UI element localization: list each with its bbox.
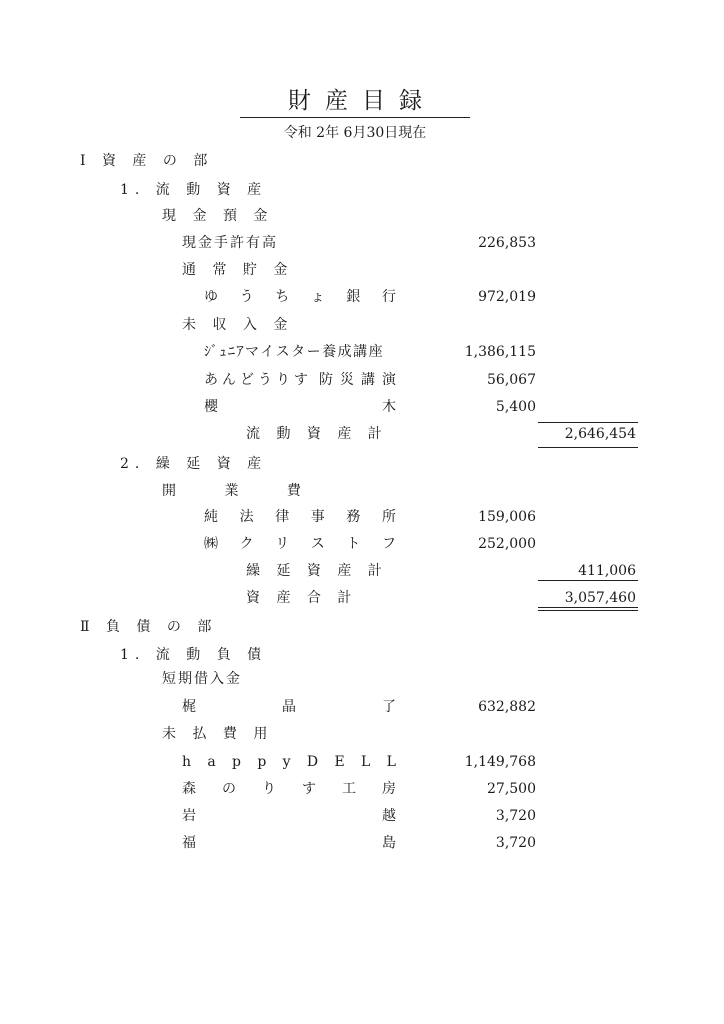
yucho-amount: 972,019 bbox=[478, 289, 536, 305]
kajiaki-label bbox=[182, 697, 396, 717]
happy-char: L bbox=[361, 754, 371, 770]
jun-law-char: 所 bbox=[381, 509, 396, 525]
asset-total-amount: 3,057,460 bbox=[564, 590, 636, 606]
anzu-part: 演 bbox=[382, 372, 396, 388]
asset-total-label: 資 産 合 計 bbox=[246, 590, 358, 606]
petty-cash-label: 現金手許有高 bbox=[182, 235, 278, 251]
petty-cash-row bbox=[0, 233, 724, 253]
sakuragi-row bbox=[0, 397, 724, 417]
kuristof-char: ㈱ bbox=[204, 536, 218, 552]
kuristof-label bbox=[204, 534, 396, 554]
rule bbox=[538, 607, 638, 608]
rule bbox=[538, 580, 638, 581]
iwakoshi-row bbox=[0, 806, 724, 826]
sakuragi-amount: 5,400 bbox=[495, 399, 536, 415]
yucho-char: う bbox=[239, 289, 254, 305]
jun-law-char: 事 bbox=[310, 509, 325, 525]
short-loans-label: 短期借入金 bbox=[162, 671, 242, 687]
happy-char: h bbox=[182, 754, 192, 770]
assets-label: Ⅰ 資 産 の 部 bbox=[80, 153, 214, 169]
anzu-part: あんどうりす bbox=[204, 372, 312, 388]
anzu-part: 災 bbox=[340, 372, 354, 388]
kajiaki-char: 晶 bbox=[282, 699, 296, 715]
junior-amount: 1,386,115 bbox=[464, 344, 536, 360]
fukushima-label bbox=[182, 833, 396, 853]
yucho-char: 行 bbox=[381, 289, 396, 305]
rule bbox=[538, 422, 638, 423]
sakuragi-char: 櫻 bbox=[204, 399, 218, 415]
kuristof-char: ス bbox=[310, 536, 325, 552]
fukushima-char: 島 bbox=[382, 835, 396, 851]
kuristof-char: フ bbox=[381, 536, 396, 552]
jun-law-char: 律 bbox=[275, 509, 290, 525]
kajiaki-char: 了 bbox=[382, 699, 396, 715]
happy-row bbox=[0, 752, 724, 772]
happy-char: D bbox=[306, 754, 319, 770]
morinorisu-label bbox=[182, 779, 396, 799]
junior-row bbox=[0, 342, 724, 362]
cash-label: 現 金 預 金 bbox=[162, 208, 274, 224]
yucho-char: ょ bbox=[310, 289, 325, 305]
iwakoshi-char: 越 bbox=[382, 808, 396, 824]
happy-char: y bbox=[282, 754, 291, 770]
as-of-date: 令和 2年 6月30日現在 bbox=[283, 125, 427, 141]
startup-costs-label: 開 業 費 bbox=[162, 483, 323, 499]
kajiaki-amount: 632,882 bbox=[478, 699, 536, 715]
sakuragi-char: 木 bbox=[382, 399, 396, 415]
receivables-label: 未 収 入 金 bbox=[182, 317, 294, 333]
kuristof-row bbox=[0, 534, 724, 554]
morinorisu-row bbox=[0, 779, 724, 799]
page-title: 財産目録 bbox=[240, 86, 470, 118]
happy-label bbox=[182, 752, 396, 772]
morinorisu-char: 房 bbox=[382, 781, 396, 797]
anzu-amount: 56,067 bbox=[487, 372, 536, 388]
savings-label: 通 常 貯 金 bbox=[182, 262, 294, 278]
jun-law-row bbox=[0, 507, 724, 527]
deferred-assets-total-label: 繰 延 資 産 計 bbox=[246, 563, 388, 579]
fukushima-char: 福 bbox=[182, 835, 196, 851]
jun-law-char: 法 bbox=[239, 509, 254, 525]
kuristof-char: ク bbox=[239, 536, 254, 552]
anzu-row bbox=[0, 370, 724, 390]
fukushima-row bbox=[0, 833, 724, 853]
happy-char: E bbox=[334, 754, 345, 770]
yucho-label bbox=[204, 287, 396, 307]
anzu-part: 講 bbox=[361, 372, 375, 388]
morinorisu-char: り bbox=[262, 781, 276, 797]
jun-law-char: 純 bbox=[204, 509, 218, 525]
kajiaki-row bbox=[0, 697, 724, 717]
yucho-row bbox=[0, 287, 724, 307]
rule bbox=[538, 447, 638, 448]
deferred-assets-total-row bbox=[0, 561, 724, 581]
junior-label: ｼﾞｭﾆｱマイスター養成講座 bbox=[204, 344, 385, 360]
iwakoshi-char: 岩 bbox=[182, 808, 196, 824]
anzu-part: 防 bbox=[319, 372, 333, 388]
liabilities-label: Ⅱ 負 債 の 部 bbox=[80, 619, 218, 635]
morinorisu-char: 森 bbox=[182, 781, 196, 797]
anzu-label bbox=[204, 370, 396, 390]
happy-char: p bbox=[232, 754, 242, 770]
sakuragi-label bbox=[204, 397, 396, 417]
deferred-assets-total-amount: 411,006 bbox=[578, 563, 636, 579]
kuristof-char: リ bbox=[275, 536, 290, 552]
happy-char: L bbox=[386, 754, 396, 770]
morinorisu-amount: 27,500 bbox=[487, 781, 536, 797]
happy-char: a bbox=[207, 754, 216, 770]
rule bbox=[538, 610, 638, 611]
jun-law-amount: 159,006 bbox=[478, 509, 536, 525]
yucho-char: ゆ bbox=[204, 289, 218, 305]
current-assets-label: 1. 流 動 資 産 bbox=[120, 182, 268, 198]
morinorisu-char: の bbox=[222, 781, 236, 797]
iwakoshi-amount: 3,720 bbox=[495, 808, 536, 824]
accrued-label: 未 払 費 用 bbox=[162, 726, 274, 742]
current-assets-total-amount: 2,646,454 bbox=[564, 426, 636, 442]
jun-law-label bbox=[204, 507, 396, 527]
kuristof-amount: 252,000 bbox=[478, 536, 536, 552]
yucho-char: 銀 bbox=[346, 289, 361, 305]
yucho-char: ち bbox=[275, 289, 290, 305]
deferred-assets-label: 2. 繰 延 資 産 bbox=[120, 456, 268, 472]
current-liabilities-label: 1. 流 動 負 債 bbox=[120, 647, 268, 663]
fukushima-amount: 3,720 bbox=[495, 835, 536, 851]
asset-total-row bbox=[0, 588, 724, 608]
kajiaki-char: 梶 bbox=[182, 699, 196, 715]
morinorisu-char: 工 bbox=[342, 781, 356, 797]
morinorisu-char: す bbox=[302, 781, 316, 797]
petty-cash-amount: 226,853 bbox=[478, 235, 536, 251]
happy-amount: 1,149,768 bbox=[464, 754, 536, 770]
kuristof-char: ト bbox=[346, 536, 361, 552]
jun-law-char: 務 bbox=[346, 509, 361, 525]
happy-char: p bbox=[257, 754, 267, 770]
iwakoshi-label bbox=[182, 806, 396, 826]
current-assets-total-label: 流 動 資 産 計 bbox=[246, 426, 388, 442]
current-assets-total-row bbox=[0, 424, 724, 444]
